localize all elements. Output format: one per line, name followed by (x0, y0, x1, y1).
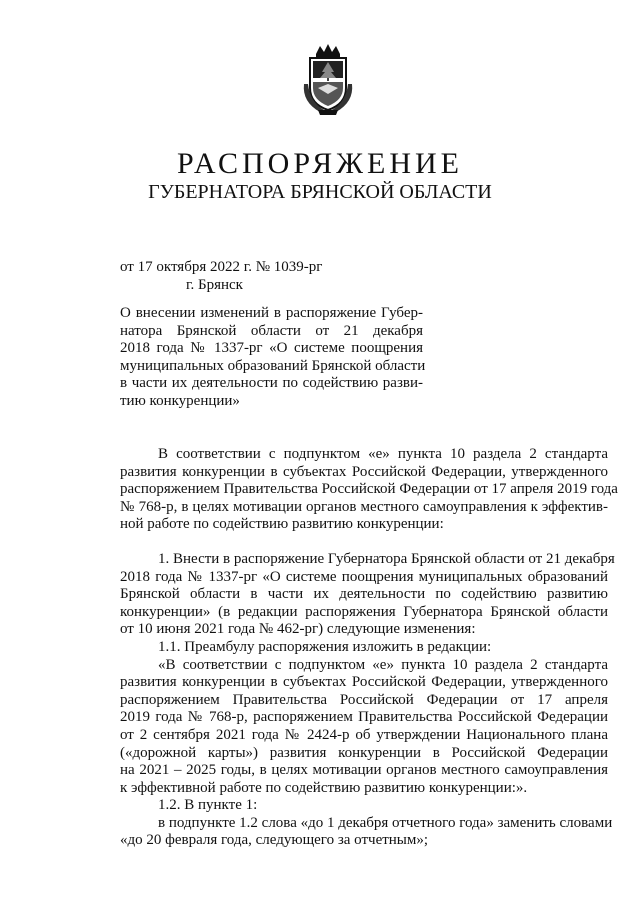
body-line: 2018 года № 1337-рг «О системе поощрения муниципальных образований (120, 568, 608, 585)
subject-line: в части их деятельности по содействию разви- (120, 375, 423, 391)
body-line: конкуренции» (в редакции распоряжения Губернатора Брянской области (120, 603, 608, 620)
body-line: В соответствии с подпунктом «е» пункта 10 раздела 2 стандарта (158, 446, 608, 462)
body-line: 1.1. Преамбулу распоряжения изложить в редакции: (158, 638, 492, 655)
document-subject (120, 305, 426, 410)
body-line: «В соответствии с подпунктом «е» пункта 10 раздела 2 стандарта (158, 656, 608, 673)
subject-line: тию конкуренции» (120, 392, 240, 409)
body-line: Брянской области в части их деятельности по содействию развитию (120, 586, 608, 603)
bryansk-coat-of-arms-emblem (296, 44, 360, 116)
body-line: 1. Внести в распоряжение Губернатора Брянской области от 21 декабря (158, 550, 615, 567)
body-line: от 2 сентября 2021 года № 2424-р об утверждении Национального плана (120, 726, 608, 743)
subject-line: муниципальных образований Брянской области (120, 357, 426, 374)
body-line: ной работе по содействию развитию конкуренции: (120, 516, 444, 533)
body-line: в подпункте 1.2 слова «до 1 декабря отчетного года» заменить словами (158, 814, 613, 831)
body-line: № 768-р, в целях мотивации органов местного самоуправления к эффектив- (120, 498, 608, 515)
body-line: («дорожной карты») развития конкуренции в Российской Федерации (120, 744, 608, 761)
body-line: распоряжением Правительства Российской Федерации от 17 апреля (120, 691, 608, 708)
body-line: к эффективной работе по содействию развитию конкуренции:». (120, 779, 528, 796)
document-city: г. Брянск (186, 277, 243, 293)
subject-line: 2018 года № 1337-рг «О системе поощрения (120, 340, 423, 356)
document-subtitle: ГУБЕРНАТОРА БРЯНСКОЙ ОБЛАСТИ (148, 181, 492, 203)
subject-line: О внесении изменений в распоряжение Губер- (120, 305, 423, 321)
document-title: РАСПОРЯЖЕНИЕ (176, 147, 464, 180)
body-line: 1.2. В пункте 1: (158, 797, 258, 814)
subject-line: натора Брянской области от 21 декабря (120, 322, 423, 339)
document-date-number: от 17 октября 2022 г. № 1039-рг (120, 259, 323, 275)
document-body (120, 446, 618, 850)
body-line: распоряжением Правительства Российской Федерации от 17 апреля 2019 года (120, 481, 618, 498)
body-line: «до 20 февраля года, следующего за отчетным»; (120, 832, 429, 849)
body-line: на 2021 – 2025 годы, в целях мотивации органов местного самоуправления (120, 762, 608, 779)
body-line: развития конкуренции в субъектах Российской Федерации, утвержденного (120, 463, 608, 480)
body-line: от 10 июня 2021 года № 462-рг) следующие изменения: (120, 621, 476, 638)
body-line: развития конкуренции в субъектах Российской Федерации, утвержденного (120, 674, 608, 691)
body-line: 2019 года № 768-р, распоряжением Правительства Российской Федерации (120, 709, 608, 726)
